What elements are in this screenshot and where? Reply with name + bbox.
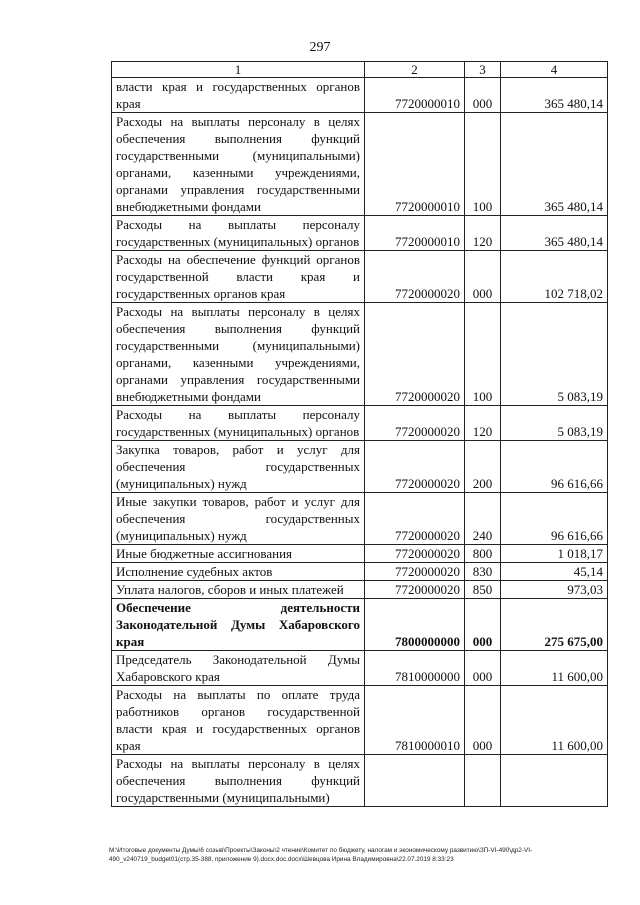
document-path-footer: M:\Итоговые документы Думы\6 созыв\Проекты\Законы\2 чтение\Комитет по бюджету, налогам и экономическому развитию\ЗП-VI-490\др2-VI-490_v240719_budget01(стр.35-388, приложение 9).docx.doc.docx\Шевцова Ирина Владимировна\22.07.2019 8:33:23 [109, 847, 533, 863]
row-code: 7800000000 [365, 599, 465, 651]
row-name: Расходы на выплаты персоналу государственных (муниципальных) органов [112, 216, 365, 251]
table-row [112, 78, 608, 113]
row-code: 7720000010 [365, 216, 465, 251]
table-row-section-total [112, 599, 608, 651]
row-name: Расходы на выплаты персоналу в целях обеспечения выполнения функций государственными (муниципальными) [112, 755, 365, 807]
row-vr: 240 [465, 493, 501, 545]
row-sum: 365 480,14 [501, 113, 608, 216]
row-sum: 365 480,14 [501, 216, 608, 251]
row-name: Уплата налогов, сборов и иных платежей [112, 581, 365, 599]
header-col-3: 3 [465, 62, 501, 78]
header-col-2: 2 [365, 62, 465, 78]
row-vr: 100 [465, 303, 501, 406]
header-col-4: 4 [501, 62, 608, 78]
row-name: Расходы на обеспечение функций органов государственной власти края и государственных органов края [112, 251, 365, 303]
row-vr: 200 [465, 441, 501, 493]
row-sum: 11 600,00 [501, 686, 608, 755]
row-vr: 120 [465, 216, 501, 251]
row-name: Обеспечение деятельности Законодательной Думы Хабаровского края [112, 599, 365, 651]
table-row [112, 755, 608, 807]
row-code: 7720000020 [365, 493, 465, 545]
row-vr: 100 [465, 113, 501, 216]
row-name: Иные бюджетные ассигнования [112, 545, 365, 563]
row-sum: 1 018,17 [501, 545, 608, 563]
table-row [112, 493, 608, 545]
table-row [112, 113, 608, 216]
table-row [112, 545, 608, 563]
row-code: 7720000020 [365, 581, 465, 599]
row-name: Расходы на выплаты персоналу государственных (муниципальных) органов [112, 406, 365, 441]
row-sum: 11 600,00 [501, 651, 608, 686]
row-vr: 000 [465, 78, 501, 113]
row-vr: 000 [465, 251, 501, 303]
header-col-1: 1 [112, 62, 365, 78]
row-vr: 000 [465, 686, 501, 755]
row-name: Расходы на выплаты персоналу в целях обеспечения выполнения функций государственными (муниципальными) органами, казенными учреждениями, органами управления государственными внебюджетными фондами [112, 113, 365, 216]
row-name: Закупка товаров, работ и услуг для обеспечения государственных (муниципальных) нужд [112, 441, 365, 493]
row-sum [501, 755, 608, 807]
table-header-row [112, 62, 608, 78]
row-vr [465, 755, 501, 807]
row-code: 7720000010 [365, 113, 465, 216]
row-sum: 96 616,66 [501, 441, 608, 493]
row-sum: 45,14 [501, 563, 608, 581]
row-sum: 973,03 [501, 581, 608, 599]
row-sum: 275 675,00 [501, 599, 608, 651]
row-name: власти края и государственных органов края [112, 78, 365, 113]
table-row [112, 251, 608, 303]
page-number: 297 [309, 40, 331, 55]
row-code: 7810000000 [365, 651, 465, 686]
row-vr: 830 [465, 563, 501, 581]
row-sum: 102 718,02 [501, 251, 608, 303]
row-name: Исполнение судебных актов [112, 563, 365, 581]
row-vr: 850 [465, 581, 501, 599]
table-row [112, 651, 608, 686]
table-row [112, 441, 608, 493]
row-code [365, 755, 465, 807]
row-name: Расходы на выплаты по оплате труда работников органов государственной власти края и государственных органов края [112, 686, 365, 755]
row-code: 7720000020 [365, 441, 465, 493]
budget-table [111, 61, 608, 807]
row-code: 7720000020 [365, 545, 465, 563]
row-sum: 5 083,19 [501, 406, 608, 441]
row-vr: 120 [465, 406, 501, 441]
row-code: 7720000020 [365, 303, 465, 406]
row-sum: 365 480,14 [501, 78, 608, 113]
row-sum: 96 616,66 [501, 493, 608, 545]
row-name: Иные закупки товаров, работ и услуг для обеспечения государственных (муниципальных) нужд [112, 493, 365, 545]
row-vr: 000 [465, 599, 501, 651]
row-code: 7720000020 [365, 406, 465, 441]
row-code: 7720000020 [365, 563, 465, 581]
table-row [112, 563, 608, 581]
table-row [112, 303, 608, 406]
table-row [112, 406, 608, 441]
row-sum: 5 083,19 [501, 303, 608, 406]
table-row [112, 686, 608, 755]
row-name: Председатель Законодательной Думы Хабаровского края [112, 651, 365, 686]
row-code: 7720000010 [365, 78, 465, 113]
row-vr: 000 [465, 651, 501, 686]
row-code: 7720000020 [365, 251, 465, 303]
row-vr: 800 [465, 545, 501, 563]
table-row [112, 216, 608, 251]
table-row [112, 581, 608, 599]
row-code: 7810000010 [365, 686, 465, 755]
row-name: Расходы на выплаты персоналу в целях обеспечения выполнения функций государственными (муниципальными) органами, казенными учреждениями, органами управления государственными внебюджетными фондами [112, 303, 365, 406]
